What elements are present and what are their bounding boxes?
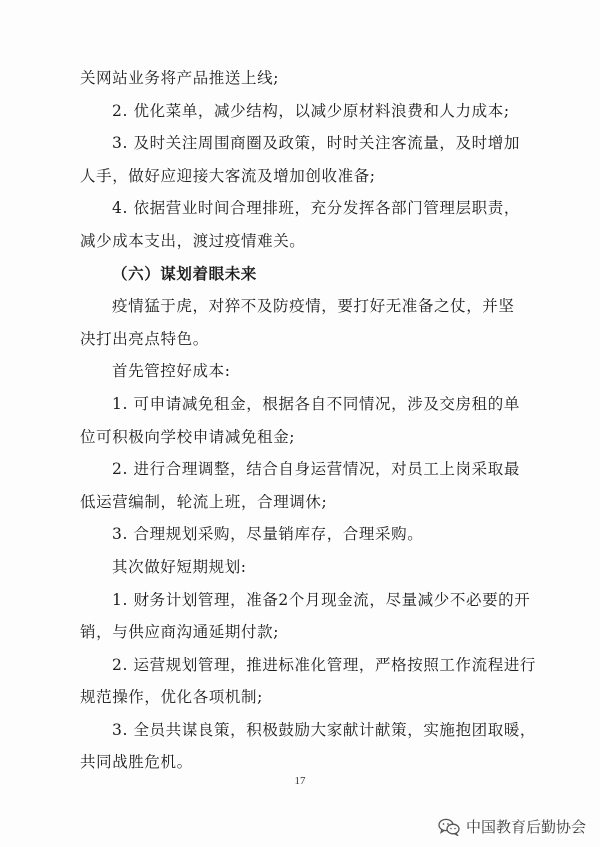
wechat-icon [438,818,460,836]
text-line: 首先管控好成本: [112,362,231,381]
text-line: 1. 可申请减免租金，根据各自不同情况，涉及交房租的单 [112,394,520,413]
page-number: 17 [294,775,306,787]
text-line: 3. 及时关注周围商圈及政策，时时关注客流量，及时增加 [112,134,520,153]
text-line: 4. 依据营业时间合理排班，充分发挥各部门管理层职责， [112,199,520,218]
source-watermark [438,816,586,837]
text-line: 销，与供应商沟通延期付款; [80,623,280,642]
text-line: 疫情猛于虎，对猝不及防疫情，要打好无准备之仗，并坚 [112,297,515,316]
text-line: 2. 优化菜单，减少结构，以减少原材料浪费和人力成本; [112,101,510,120]
text-line: 关网站业务将产品推送上线; [80,69,280,87]
text-line: 规范操作，优化各项机制; [80,688,263,707]
text-line: 3. 合理规划采购，尽量销库存，合理采购。 [112,525,424,544]
text-line: 决打出亮点特色。 [80,329,209,348]
text-line: 1. 财务计划管理，准备2个月现金流，尽量减少不必要的开 [112,590,531,609]
text-line: 低运营编制，轮流上班，合理调休; [80,492,328,511]
text-line: 2. 运营规划管理，推进标准化管理，严格按照工作流程进行 [112,655,537,674]
text-line: 其次做好短期规划: [112,557,247,576]
text-line: 减少成本支出，渡过疫情难关。 [80,231,306,250]
text-line: 位可积极向学校申请减免租金; [80,427,296,446]
text-line: 3. 全员共谋良策，积极鼓励大家献计献策，实施抱团取暖， [112,720,537,739]
body-text [80,62,537,779]
section-heading: （六）谋划着眼未来 [112,263,257,283]
text-line: 人手，做好应迎接大客流及增加创收准备; [80,166,376,185]
watermark-text: 中国教育后勤协会 [465,818,586,836]
text-line: 共同战胜危机。 [80,753,193,772]
text-line: 2. 进行合理调整，结合自身运营情况，对员工上岗采取最 [112,460,520,479]
